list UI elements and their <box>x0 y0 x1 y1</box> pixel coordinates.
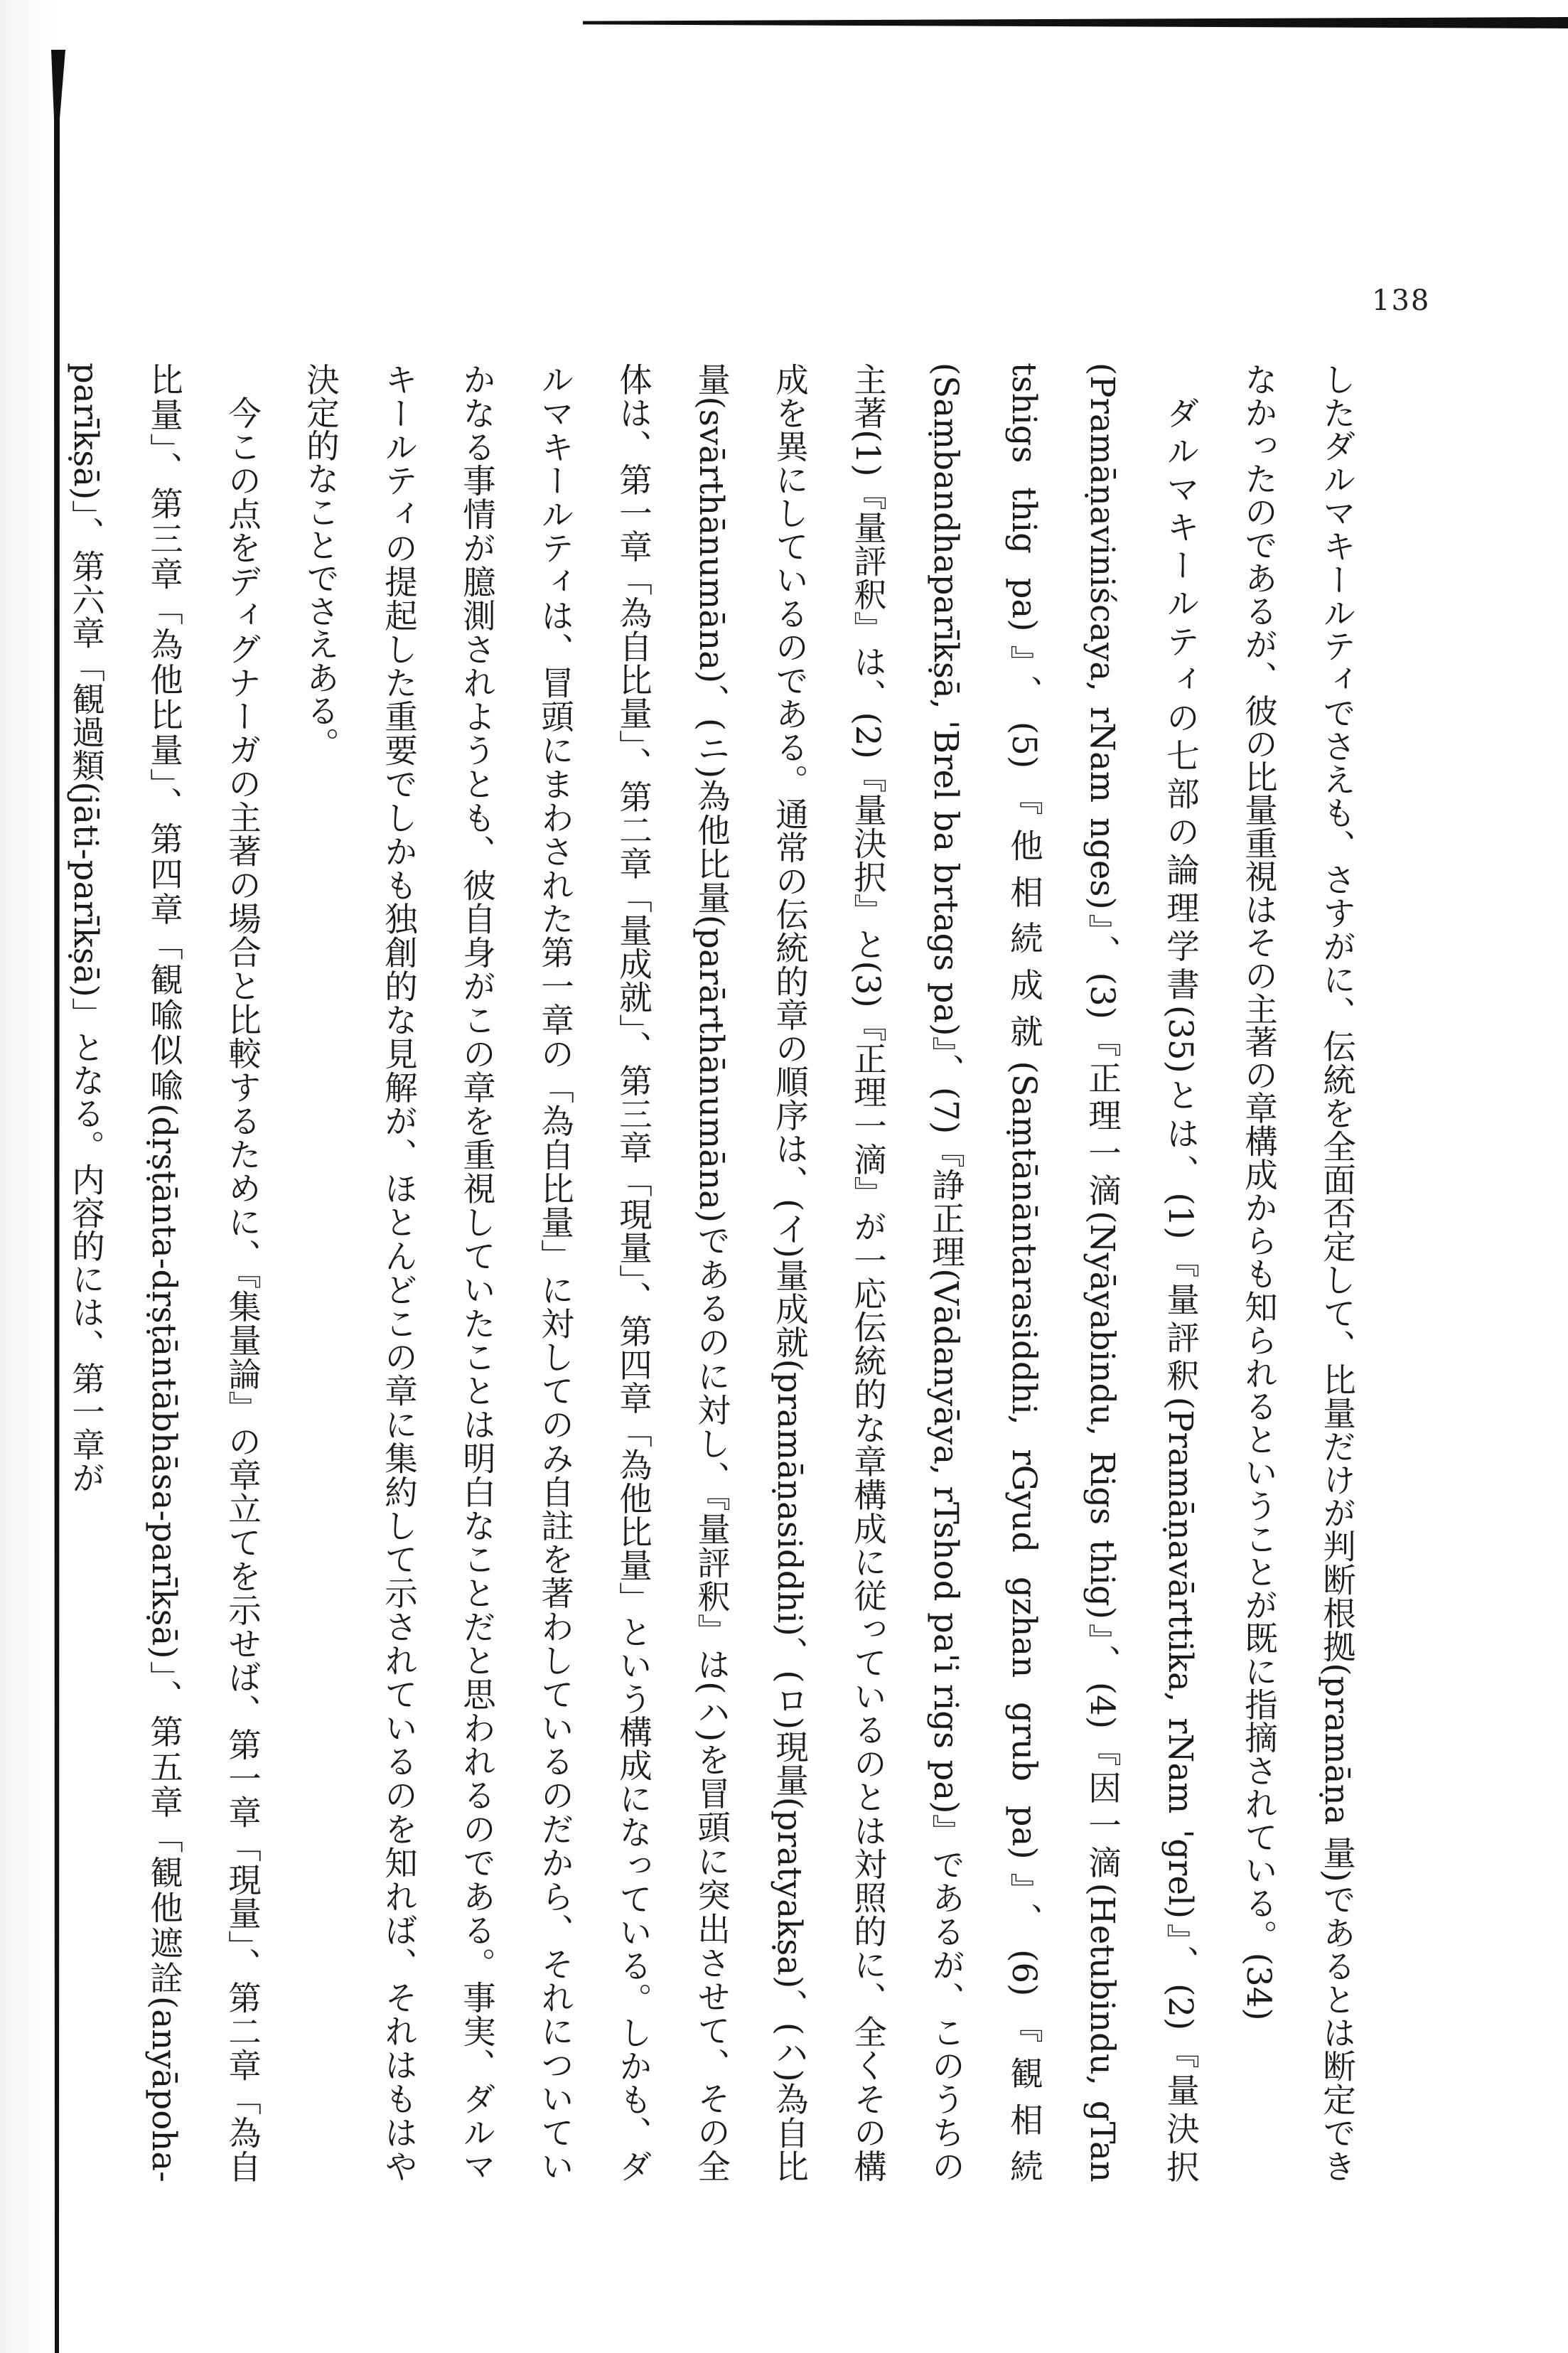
paragraph-3: 今この点をディグナーガの主著の場合と比較するために、『集量論』の章立てを示せば、第一章「現量」、第二章「為自比量」、第三章「為他比量」、第四章「観喩似喩(dṛṣṭānta-dṛṣṭāntābhāsa-parīkṣā)」、第五章「観他遮詮(anyāpoha-parīkṣā)」、第六章「観過類(jāti-parīkṣā)」となる。内容的には、第一章が <box>67 363 262 2182</box>
paragraph-1: したダルマキールティでさえも、さすがに、伝統を全面否定して、比量だけが判断根拠(pramāṇa 量)であるとは断定できなかったのであるが、彼の比量重視はその主著の章構成からも知られるということが既に指摘されている。(34) <box>1240 363 1356 2182</box>
page-number: 138 <box>1372 284 1431 317</box>
paragraph-2: ダルマキールティの七部の論理学書(35)とは、(1)『量評釈(Pramāṇavārttika, rNam 'grel)』、(2)『量決択(Pramāṇaviniścaya, rNam nges)』、(3)『正理一滴(Nyāyabindu, Rigs thig)』、(4)『因一滴(Hetubindu, gTan tshigs thig pa)』、(5)『他相続成就(Saṃtānāntarasiddhi, rGyud gzhan grub pa)』、(6)『観相続(Saṃbandhaparīkṣā, 'Brel ba brtags pa)』、(7)『諍正理(Vādanyāya, rTshod pa'i rigs pa)』であるが、このうちの主著(1)『量評釈』は、(2)『量決択』と(3)『正理一滴』が一応伝統的な章構成に従っているのとは対照的に、全くその構成を異にしているのである。通常の伝統的章の順序は、(イ)量成就(pramāṇasiddhi)、(ロ)現量(pratyakṣa)、(ハ)為自比量(svārthānumāna)、(ニ)為他比量(parārthānumāna)であるのに対し、『量評釈』は(ハ)を冒頭に突出させて、その全体は、第一章「為自比量」、第二章「量成就」、第三章「現量」、第四章「為他比量」という構成になっている。しかも、ダルマキールティは、冒頭にまわされた第一章の「為自比量」に対してのみ自註を著わしているのだから、それについていかなる事情が臆測されようとも、彼自身がこの章を重視していたことは明白なことだと思われるのである。事実、ダルマキールティの提起した重要でしかも独創的な見解が、ほとんどこの章に集約して示されているのを知れば、それはもはや決定的なことでさえある。 <box>301 363 1200 2182</box>
body-text <box>67 363 1376 2182</box>
page-top-edge <box>583 17 1568 28</box>
